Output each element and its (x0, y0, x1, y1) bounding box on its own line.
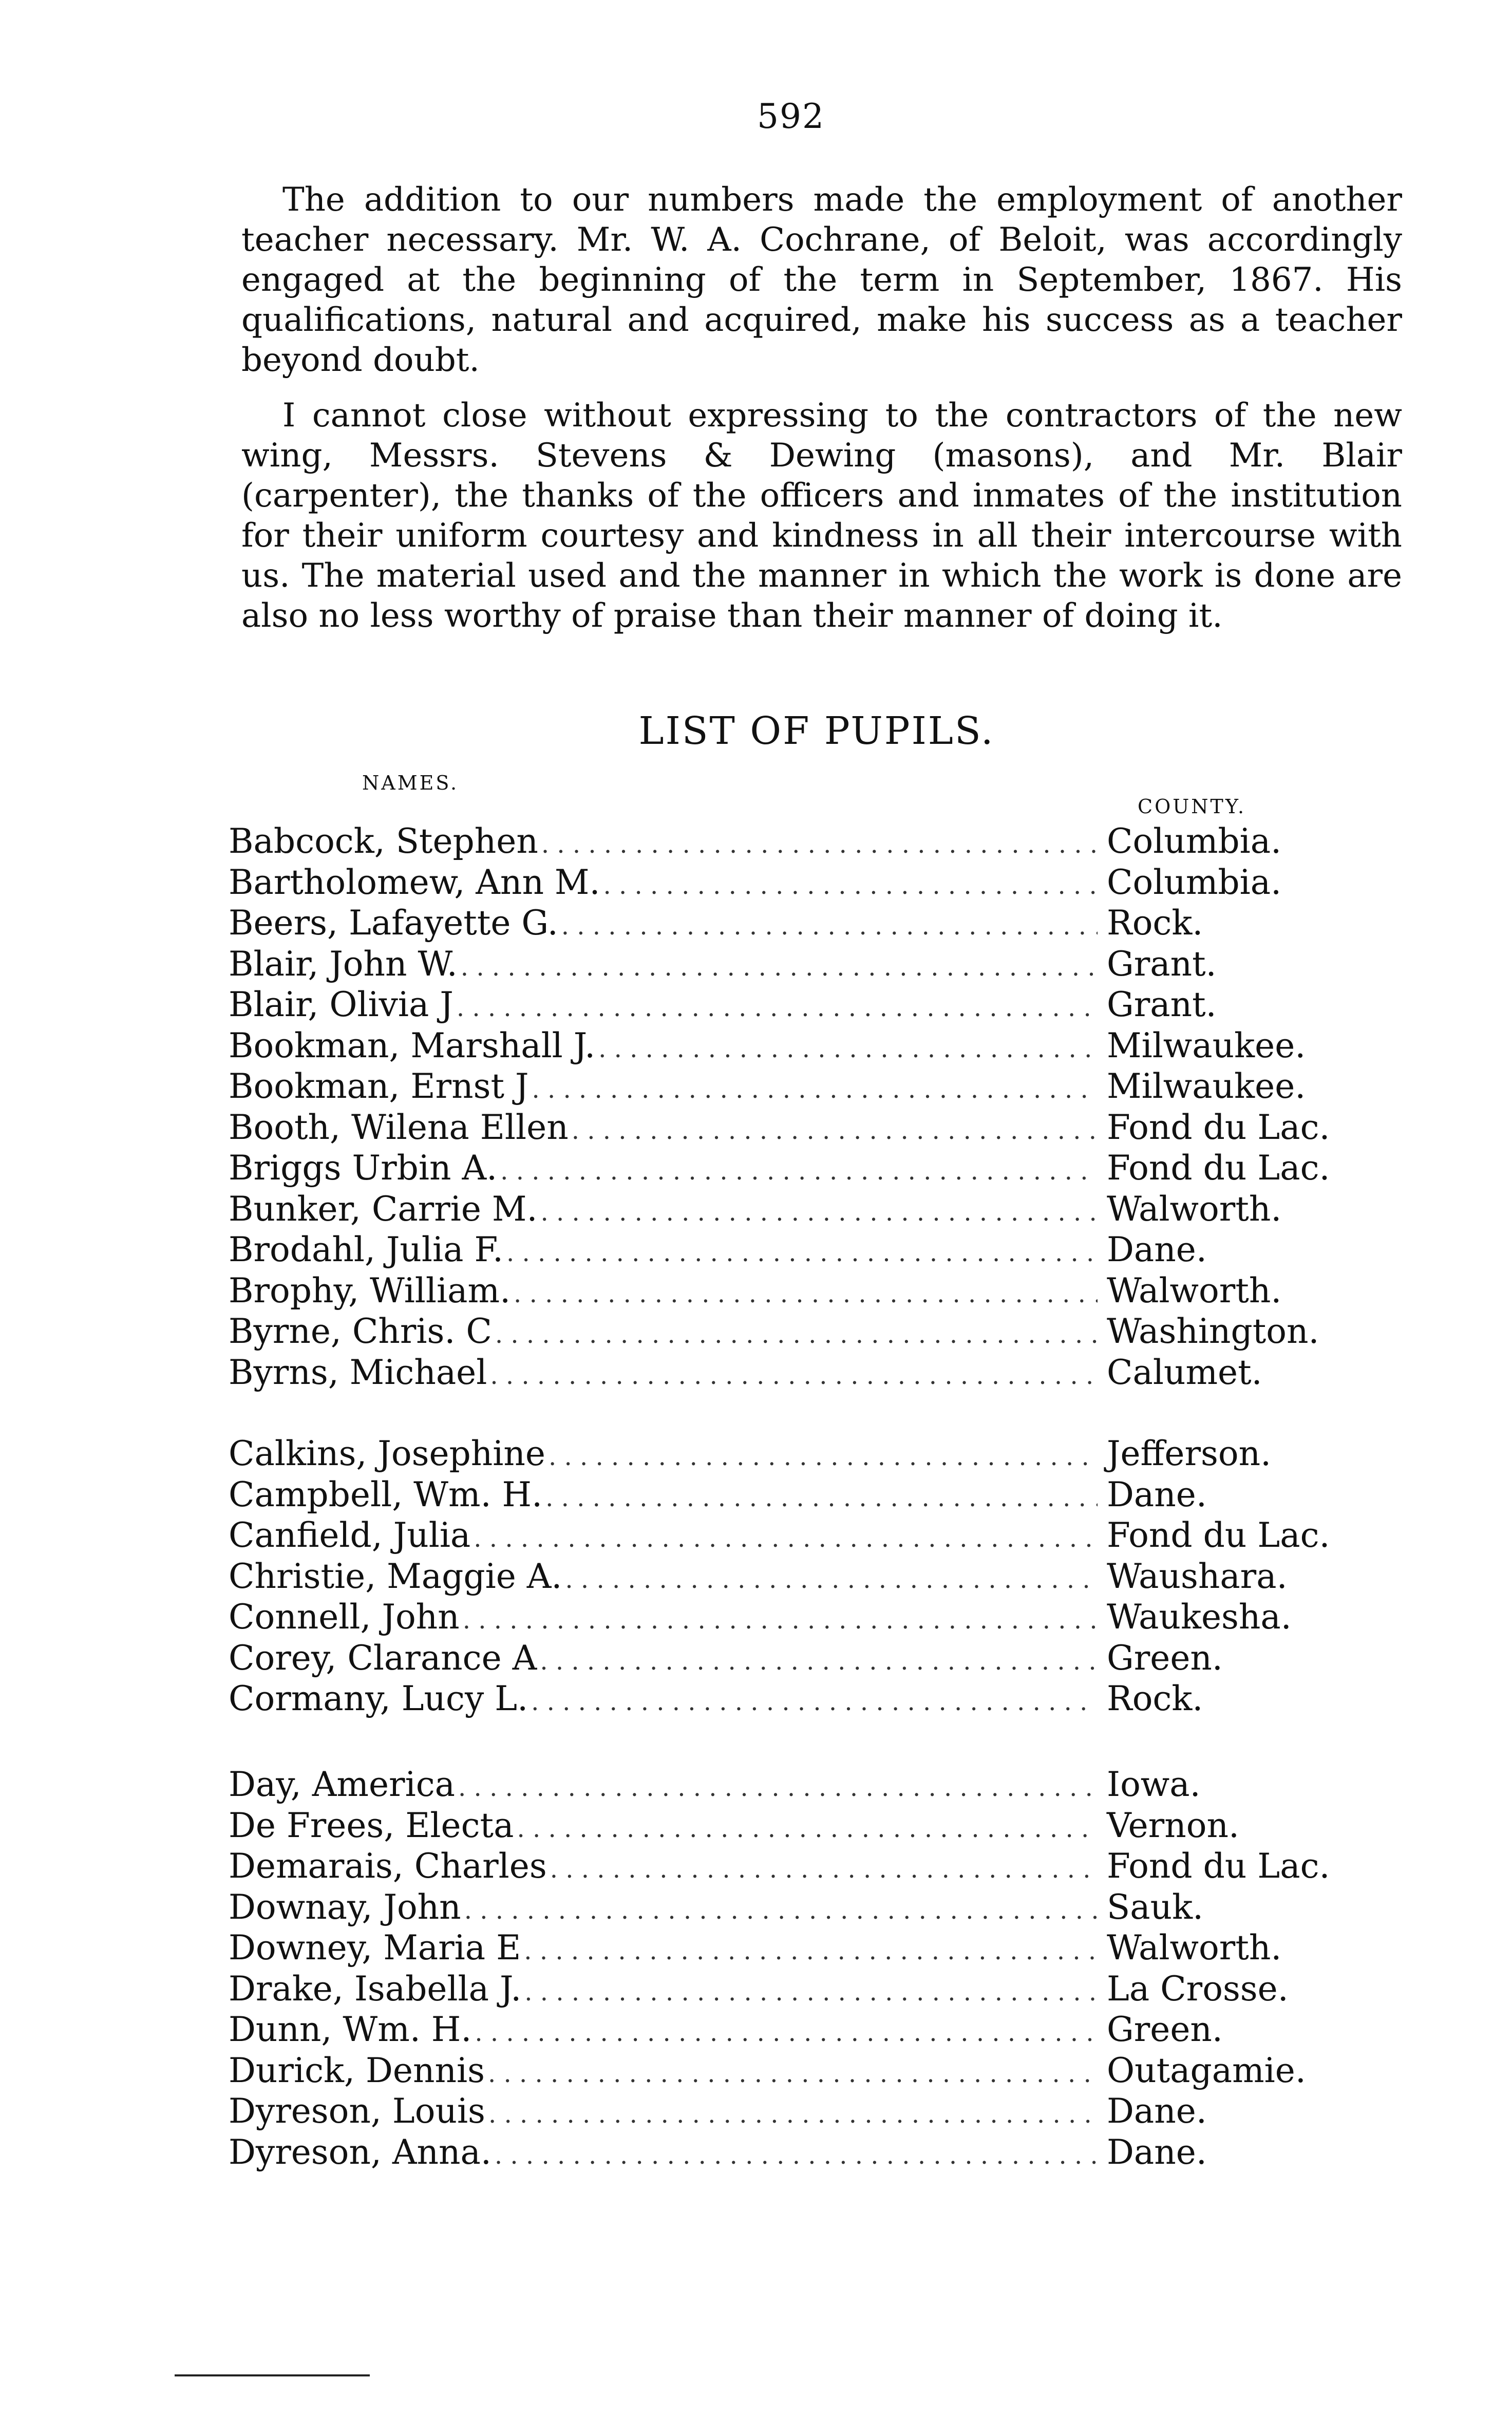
pupil-row (229, 1107, 1328, 1148)
pupil-county: Calumet. (1107, 1352, 1262, 1392)
pupil-name: Cormany, Lucy L. (229, 1679, 528, 1718)
pupil-group-b (229, 821, 1328, 1393)
dot-leader (461, 947, 1098, 988)
pupil-row (229, 1025, 1328, 1066)
pupil-name: Downay, John (229, 1887, 461, 1927)
pupil-name: Christie, Maggie A. (229, 1556, 562, 1596)
pupil-row (229, 1887, 1328, 1928)
pupil-county: Fond du Lac. (1107, 1107, 1330, 1147)
pupil-county: Waukesha. (1107, 1597, 1292, 1637)
pupil-name: Campbell, Wm. H. (229, 1474, 543, 1514)
pupil-name: Blair, John W. (229, 944, 458, 984)
pupil-name: Drake, Isabella J. (229, 1969, 522, 2009)
pupil-row (229, 1927, 1328, 1969)
dot-leader (506, 1233, 1098, 1274)
pupil-county: Walworth. (1107, 1189, 1282, 1229)
dot-leader (495, 1315, 1098, 1356)
dot-leader (524, 1972, 1098, 2013)
pupil-name: Brodahl, Julia F. (229, 1230, 503, 1269)
pupil-name: Blair, Olivia J (229, 985, 453, 1024)
pupil-name: Babcock, Stephen (229, 821, 538, 861)
pupil-county: Walworth. (1107, 1270, 1282, 1310)
pupil-county: Rock. (1107, 1679, 1203, 1718)
pupil-name: Connell, John (229, 1597, 460, 1637)
pupil-name: Brophy, William. (229, 1270, 511, 1310)
pupil-name: Booth, Wilena Ellen (229, 1107, 569, 1147)
pupil-county: Green. (1107, 1638, 1223, 1678)
pupil-row (229, 1638, 1328, 1679)
list-title: LIST OF PUPILS. (638, 709, 995, 753)
paragraph-contractors: I cannot close without expressing to the contractors of the new wing, Messrs. Stevens & Dewing (masons), and Mr. Blair (carpenter), the thanks of the officers and inmates of the institution for their uniform courtesy and kindness in all their intercourse with us. The material used and the manner in which the work is done are also no less worthy of praise than their manner of doing it. (241, 397, 1402, 635)
pupil-row (229, 1597, 1328, 1638)
pupil-county: Washington. (1107, 1312, 1319, 1351)
dot-leader (531, 1682, 1098, 1723)
pupil-name: Byrns, Michael (229, 1352, 487, 1392)
pupil-name: Canfield, Julia (229, 1515, 471, 1555)
pupil-county: Sauk. (1107, 1887, 1204, 1927)
pupil-name: Corey, Clarance A (229, 1638, 537, 1678)
pupil-county: Dane. (1107, 1230, 1207, 1269)
pupil-name: Demarais, Charles (229, 1846, 547, 1886)
pupil-row (229, 1805, 1328, 1846)
dot-leader (549, 1437, 1098, 1478)
pupil-county: Jefferson. (1107, 1434, 1272, 1473)
pupil-county: Columbia. (1107, 821, 1282, 861)
pupil-name: Bartholomew, Ann M. (229, 862, 600, 902)
pupil-county: Outagamie. (1107, 2050, 1306, 2090)
pupil-row (229, 1311, 1328, 1352)
pupil-row (229, 1148, 1328, 1189)
pupil-county: Milwaukee. (1107, 1025, 1306, 1065)
pupil-row (229, 2050, 1328, 2091)
pupil-name: Beers, Lafayette G. (229, 903, 558, 943)
pupil-row (229, 1515, 1328, 1556)
pupil-row (229, 1270, 1328, 1312)
dot-leader (550, 1849, 1098, 1890)
pupil-row (229, 1764, 1328, 1805)
pupil-row (229, 862, 1328, 903)
pupil-county: Fond du Lac. (1107, 1846, 1330, 1886)
pupil-name: Briggs Urbin A. (229, 1148, 498, 1188)
pupil-row (229, 1556, 1328, 1597)
dot-leader (561, 906, 1098, 947)
dot-leader (572, 1111, 1098, 1152)
pupil-name: Dyreson, Anna. (229, 2132, 492, 2172)
dot-leader (541, 825, 1098, 866)
pupil-name: Bookman, Marshall J. (229, 1025, 596, 1065)
pupil-row (229, 984, 1328, 1025)
dot-leader (488, 2054, 1098, 2095)
dot-leader (463, 1600, 1098, 1641)
dot-leader (598, 1029, 1098, 1070)
pupil-name: Downey, Maria E (229, 1928, 521, 1968)
pupil-row (229, 1969, 1328, 2010)
dot-leader (464, 1890, 1098, 1932)
pupil-row (229, 1474, 1328, 1515)
pupil-group-d (229, 1764, 1328, 2172)
dot-leader (524, 1931, 1098, 1972)
pupil-name: Bunker, Carrie M. (229, 1189, 538, 1229)
dot-leader (565, 1560, 1098, 1601)
pupil-name: De Frees, Electa (229, 1805, 514, 1845)
dot-leader (475, 2013, 1098, 2054)
pupil-county: Columbia. (1107, 862, 1282, 902)
pupil-county: Waushara. (1107, 1556, 1288, 1596)
paragraph-teacher: The addition to our numbers made the employment of another teacher necessary. Mr. W. A. Cochrane, of Beloit, was accordingly engaged at the beginning of the term in September, 1867. His qualifications, natural and acquired, make his success as a teacher beyond doubt. (241, 181, 1402, 379)
pupil-row (229, 903, 1328, 944)
dot-leader (458, 1768, 1098, 1809)
pupil-row (229, 2091, 1328, 2132)
pupil-row (229, 2132, 1328, 2173)
dot-leader (540, 1641, 1098, 1682)
pupil-county: Rock. (1107, 903, 1203, 943)
dot-leader (474, 1519, 1098, 1560)
dot-leader (500, 1151, 1098, 1192)
pupil-county: Dane. (1107, 2132, 1207, 2172)
pupil-county: Dane. (1107, 1474, 1207, 1514)
pupil-county: La Crosse. (1107, 1969, 1289, 2009)
dot-leader (517, 1809, 1098, 1850)
pupil-county: Iowa. (1107, 1765, 1201, 1804)
dot-leader (532, 1070, 1098, 1111)
pupil-name: Durick, Dennis (229, 2050, 485, 2090)
pupil-name: Bookman, Ernst J (229, 1066, 529, 1106)
pupil-county: Walworth. (1107, 1928, 1282, 1968)
page-number: 592 (757, 97, 825, 136)
dot-leader (540, 1192, 1098, 1233)
pupil-county: Grant. (1107, 944, 1217, 984)
pupil-county: Fond du Lac. (1107, 1148, 1330, 1188)
pupil-county: Milwaukee. (1107, 1066, 1306, 1106)
pupil-row (229, 1352, 1328, 1393)
pupil-row (229, 1433, 1328, 1474)
pupil-county: Vernon. (1107, 1805, 1239, 1845)
dot-leader (514, 1274, 1098, 1315)
pupil-row (229, 2009, 1328, 2050)
pupil-row (229, 821, 1328, 862)
pupil-row (229, 944, 1328, 985)
dot-leader (603, 866, 1098, 907)
pupil-group-c (229, 1433, 1328, 1719)
pupil-name: Calkins, Josephine (229, 1434, 545, 1473)
pupil-row (229, 1846, 1328, 1887)
dot-leader (490, 1356, 1098, 1397)
pupil-name: Byrne, Chris. C (229, 1312, 492, 1351)
dot-leader (495, 2136, 1098, 2177)
pupil-row (229, 1678, 1328, 1719)
pupil-county: Green. (1107, 2010, 1223, 2049)
pupil-name: Day, America (229, 1765, 456, 1804)
pupil-county: Fond du Lac. (1107, 1515, 1330, 1555)
pupil-row (229, 1066, 1328, 1107)
pupil-name: Dyreson, Louis (229, 2091, 485, 2131)
dot-leader (457, 988, 1098, 1029)
names-column-header: NAMES. (362, 772, 459, 794)
county-column-header: COUNTY. (1138, 795, 1246, 818)
pupil-county: Grant. (1107, 985, 1217, 1024)
dot-leader (488, 2094, 1098, 2136)
pupil-row (229, 1189, 1328, 1230)
pupil-name: Dunn, Wm. H. (229, 2010, 472, 2049)
pupil-county: Dane. (1107, 2091, 1207, 2131)
footer-rule (175, 2374, 370, 2376)
pupil-row (229, 1229, 1328, 1270)
dot-leader (545, 1478, 1098, 1519)
